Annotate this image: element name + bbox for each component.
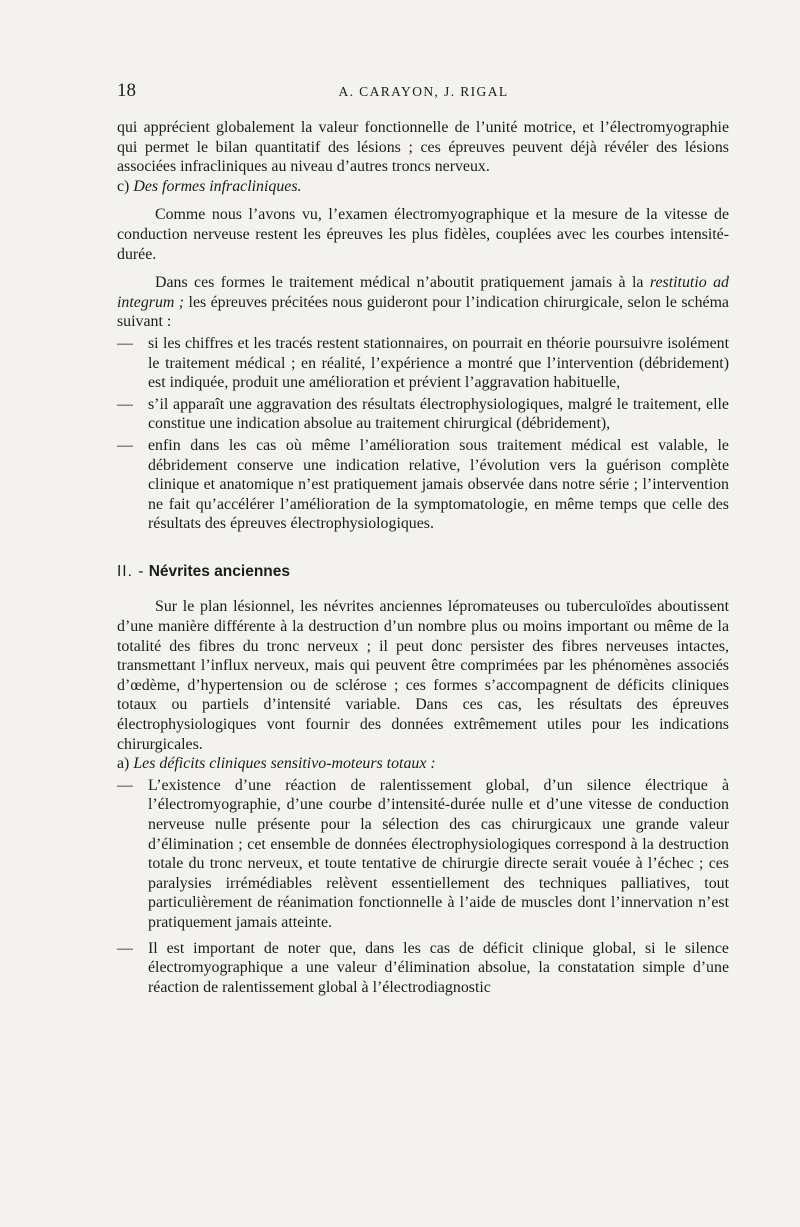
list-item-text: s’il apparaît une aggravation des résultats électrophysiologiques, malgré le traitement, elle constitue une indication absolue au traitement chirurgical (débridement), (148, 395, 729, 433)
dash-marker: — (117, 395, 133, 413)
subsection-title: Des formes infracliniques. (133, 177, 302, 195)
section-heading (117, 562, 729, 582)
list-item-text: si les chiffres et les tracés restent stationnaires, on pourrait en théorie poursuivre isolément le traitement médical ; en réalité, l’expérience a montré que l’intervention (débridement) est indiquée, produit une amélioration et prévient l’aggravation habituelle, (148, 334, 729, 392)
latin-phrase: restitutio ad integrum ; (117, 274, 729, 311)
page-header (117, 80, 730, 110)
body-text (117, 118, 729, 997)
paragraph-text: les épreuves précitées nous guideront pour l’indication chirurgicale, selon le schéma suivant : (117, 293, 729, 331)
paragraph-text: Dans ces formes le traitement médical n’aboutit pratiquement jamais à la (155, 274, 644, 292)
dash-marker: — (117, 776, 133, 794)
subsection-heading-a (117, 754, 729, 774)
paragraph: Sur le plan lésionnel, les névrites anciennes lépromateuses ou tuberculoïdes aboutissent d’une manière différente à la destruction d’un nombre plus ou moins important ou même de la totalité des fibres du tronc nerveux ; il peut donc persister des fibres nerveuses intactes, transmettant l’influx nerveux, mais qui peuvent être comprimées par les phénomènes associés d’œdème, d’hypertension ou de sclérose ; ces formes s’accompagnent de déficits cliniques totaux ou partiels d’intensité variable. Dans ces cas, les résultats des épreuves électrophysiologiques vont fournir des données extrêmement utiles pour les indications chirurgicales. (117, 598, 729, 753)
dash-marker: — (117, 334, 133, 352)
section-title: Névrites anciennes (148, 562, 290, 580)
paragraph (117, 273, 729, 332)
list-item-text: Il est important de noter que, dans les cas de déficit clinique global, si le silence électromyographique a une valeur d’élimination absolue, la constatation simple d’une réaction de ralentissement global à l’électrodiagnostic (148, 939, 729, 996)
dash-marker: — (117, 436, 133, 454)
list-item (117, 334, 729, 393)
subsection-label: c) (117, 177, 130, 195)
paragraph: qui apprécient globalement la valeur fonctionnelle de l’unité motrice, et l’électromyographie qui permet le bilan quantitatif des lésions ; ces épreuves peuvent déjà révéler des lésions associées infracliniques au niveau d’autres troncs nerveux. (117, 119, 729, 176)
dash-marker: — (117, 939, 133, 957)
subsection-heading-c (117, 177, 729, 197)
paragraph: Comme nous l’avons vu, l’examen électromyographique et la mesure de la vitesse de conduction nerveuse restent les épreuves les plus fidèles, couplées avec les courbes intensité-durée. (117, 206, 729, 263)
list-item (117, 436, 729, 534)
section-number: II. - (117, 562, 145, 580)
subsection-label: a) (117, 755, 130, 773)
page-number: 18 (117, 80, 136, 101)
list-item-text: enfin dans les cas où même l’amélioration sous traitement médical est valable, le débridement conserve une indication relative, l’évolution vers la guérison complète clinique et anatomique n’est pratiquement jamais observée dans notre série ; l’intervention ne fait qu’accélérer l’amélioration de la symptomatologie, en même temps que celle des résultats des épreuves électrophysiologiques. (148, 436, 729, 533)
list-item (117, 939, 729, 998)
list-item-text: L’existence d’une réaction de ralentissement global, d’un silence électrique à l’électromyographie, d’une courbe d’intensité-durée nulle et d’une vitesse de conduction nerveuse nulle présente pour la sélection des cas chirurgicaux une grande valeur d’élimination ; cet ensemble de données électrophysiologiques correspond à la destruction totale du tronc nerveux, et toute tentative de chirurgie directe serait vouée à l’échec ; ces paralysies irrémédiables relèvent essentiellement des techniques palliatives, tout particulièrement de réanimation fonctionnelle à l’aide de muscles dont l’innervation n’est pratiquement jamais atteinte. (148, 776, 729, 931)
running-head: A. CARAYON, J. RIGAL (338, 84, 509, 99)
list-item (117, 776, 729, 933)
list-item (117, 395, 729, 434)
subsection-title: Les déficits cliniques sensitivo-moteurs totaux : (133, 755, 436, 773)
